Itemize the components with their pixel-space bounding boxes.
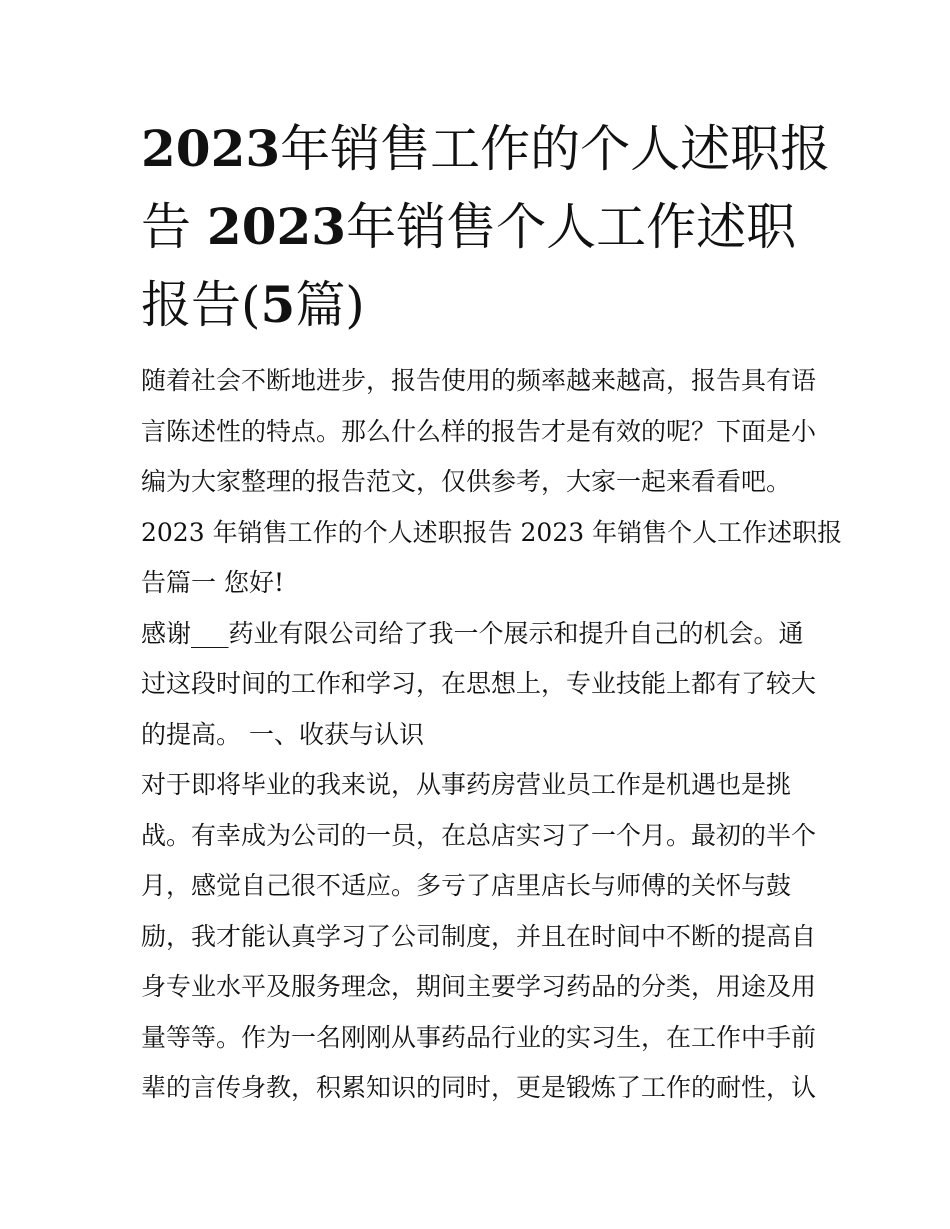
body-line: 励，我才能认真学习了公司制度，并且在时间中不断的提高自 bbox=[141, 921, 817, 951]
title-line bbox=[141, 188, 821, 266]
title-text: 报告( bbox=[141, 276, 261, 334]
title-text: 年销售工作的个人述职报 bbox=[280, 120, 831, 178]
body-line: 编为大家整理的报告范文，仅供参考，大家一起来看看吧。 bbox=[141, 467, 792, 496]
body-line: 月，感觉自己很不适应。多亏了店里店长与师傅的关怀与鼓 bbox=[141, 871, 792, 900]
body-line: 2023 年销售工作的个人述职报告 2023 年销售个人工作述职报 bbox=[141, 517, 843, 547]
document-body bbox=[141, 356, 843, 1114]
body-line: 辈的言传身教，积累知识的同时，更是锻炼了工作的耐性，认 bbox=[141, 1073, 817, 1102]
title-number: 2023 bbox=[206, 197, 347, 256]
title-number: 5 bbox=[260, 275, 296, 334]
body-line: 随着社会不断地进步，报告使用的频率越来越高，报告具有语 bbox=[141, 366, 817, 395]
title-number: 2023 bbox=[141, 119, 281, 178]
title-text: 告 bbox=[141, 198, 207, 256]
title-line bbox=[141, 266, 821, 344]
document-title bbox=[141, 110, 831, 344]
body-line: 对于即将毕业的我来说，从事药房营业员工作是机遇也是挑 bbox=[141, 770, 792, 799]
title-text: 篇) bbox=[295, 276, 365, 334]
body-line: 言陈述性的特点。那么什么样的报告才是有效的呢？下面是小 bbox=[141, 416, 817, 446]
body-line: 的提高。 一、收获与认识 bbox=[141, 719, 424, 749]
title-line bbox=[141, 110, 831, 188]
body-line: 告篇一 您好! bbox=[141, 568, 284, 597]
body-line: 身专业水平及服务理念，期间主要学习药品的分类，用途及用 bbox=[141, 972, 817, 1001]
body-line: 量等等。作为一名刚刚从事药品行业的实习生，在工作中手前 bbox=[141, 1022, 817, 1052]
title-text: 年销售个人工作述职 bbox=[346, 198, 797, 256]
body-line: 感谢___药业有限公司给了我一个展示和提升自己的机会。通 bbox=[141, 618, 804, 648]
body-line: 战。有幸成为公司的一员，在总店实习了一个月。最初的半个 bbox=[141, 820, 817, 850]
body-line: 过这段时间的工作和学习，在思想上，专业技能上都有了较大 bbox=[141, 669, 817, 698]
